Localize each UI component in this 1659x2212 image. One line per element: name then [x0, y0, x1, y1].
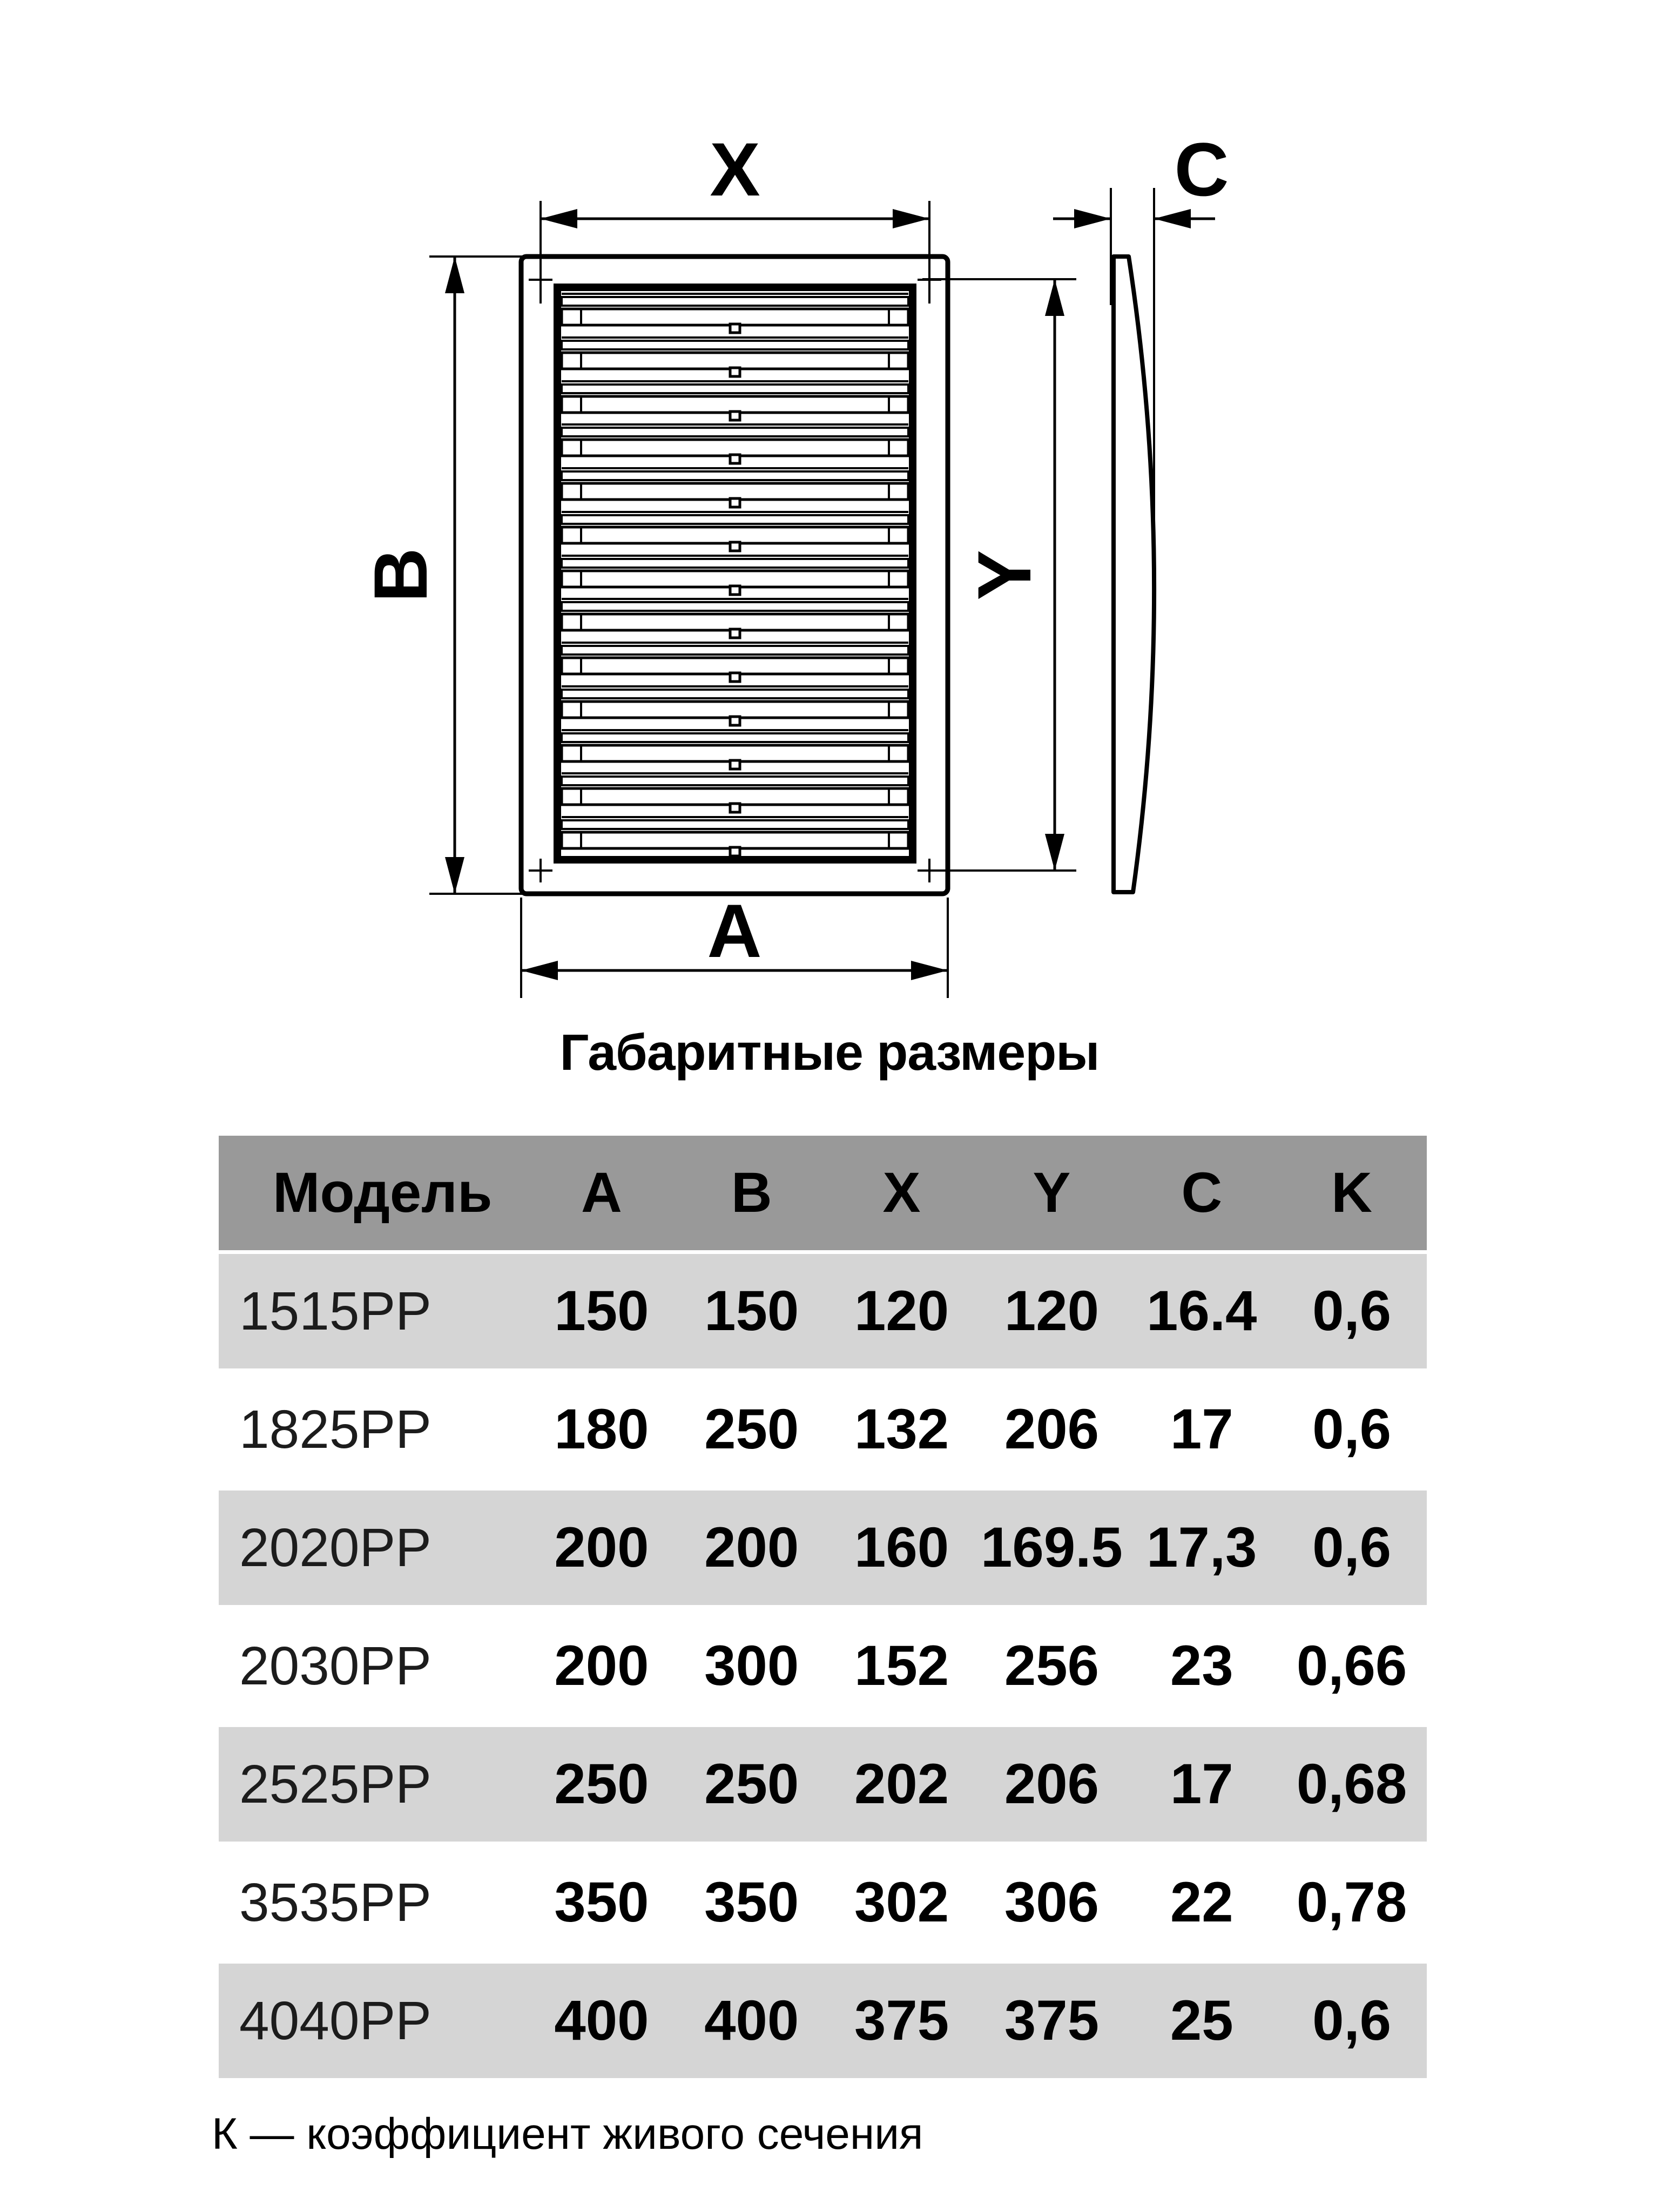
column-header-k: K	[1331, 1161, 1372, 1224]
value-cell: 22	[1170, 1871, 1233, 1934]
value-cell: 306	[1004, 1871, 1100, 1934]
value-cell: 250	[704, 1398, 799, 1461]
value-cell: 120	[1004, 1279, 1100, 1343]
value-cell: 250	[704, 1752, 799, 1816]
value-cell: 200	[554, 1634, 649, 1697]
model-cell: 2525РР	[239, 1754, 431, 1815]
dim-label-b: B	[358, 548, 443, 603]
value-cell: 17,3	[1147, 1516, 1257, 1579]
value-cell: 120	[854, 1279, 949, 1343]
louver-panel	[557, 287, 913, 860]
dimension-b	[358, 257, 523, 894]
value-cell: 16.4	[1147, 1279, 1257, 1343]
value-cell: 350	[704, 1871, 799, 1934]
value-cell: 302	[854, 1871, 949, 1934]
table-row	[219, 1254, 1427, 1368]
table-row	[219, 1845, 1427, 1960]
value-cell: 25	[1170, 1989, 1233, 2052]
value-cell: 200	[704, 1516, 799, 1579]
value-cell: 0,6	[1312, 1989, 1392, 2052]
value-cell: 160	[854, 1516, 949, 1579]
value-cell: 206	[1004, 1752, 1100, 1816]
value-cell: 23	[1170, 1634, 1233, 1697]
footnote: К — коэффициент живого сечения	[212, 2109, 923, 2159]
model-cell: 2030РР	[239, 1635, 431, 1696]
table-row	[219, 1372, 1427, 1487]
value-cell: 206	[1004, 1398, 1100, 1461]
value-cell: 0,6	[1312, 1279, 1392, 1343]
value-cell: 300	[704, 1634, 799, 1697]
side-profile	[1114, 257, 1154, 892]
dimensions-table	[219, 1136, 1427, 2082]
page-title: Габаритные размеры	[559, 1024, 1100, 1081]
dim-label-c: C	[1174, 127, 1229, 212]
table-row	[219, 1609, 1427, 1723]
value-cell: 132	[854, 1398, 949, 1461]
value-cell: 0,66	[1296, 1634, 1407, 1697]
table-header-row	[219, 1136, 1427, 1250]
model-cell: 4040РР	[239, 1990, 431, 2051]
column-header-x: X	[882, 1161, 921, 1224]
value-cell: 180	[554, 1398, 649, 1461]
value-cell: 0,6	[1312, 1398, 1392, 1461]
value-cell: 250	[554, 1752, 649, 1816]
value-cell: 0,6	[1312, 1516, 1392, 1579]
column-header-b: B	[731, 1161, 772, 1224]
value-cell: 152	[854, 1634, 949, 1697]
dim-label-y: Y	[962, 550, 1047, 601]
table-row	[219, 1491, 1427, 1605]
column-header-model: Модель	[273, 1161, 493, 1224]
value-cell: 400	[554, 1989, 649, 2052]
value-cell: 0,78	[1296, 1871, 1407, 1934]
value-cell: 150	[554, 1279, 649, 1343]
value-cell: 169.5	[981, 1516, 1123, 1579]
dim-label-x: X	[710, 127, 760, 212]
value-cell: 256	[1004, 1634, 1100, 1697]
value-cell: 17	[1170, 1752, 1233, 1816]
value-cell: 0,68	[1296, 1752, 1407, 1816]
column-header-a: A	[581, 1161, 622, 1224]
table-row	[219, 1727, 1427, 1842]
dim-label-a: A	[707, 888, 762, 973]
value-cell: 17	[1170, 1398, 1233, 1461]
value-cell: 150	[704, 1279, 799, 1343]
dimension-a	[521, 888, 948, 998]
model-cell: 1825РР	[239, 1399, 431, 1460]
value-cell: 350	[554, 1871, 649, 1934]
table-row	[219, 1964, 1427, 2078]
value-cell: 375	[854, 1989, 949, 2052]
column-header-y: Y	[1033, 1161, 1071, 1224]
column-header-c: C	[1181, 1161, 1223, 1224]
model-cell: 3535РР	[239, 1872, 431, 1933]
value-cell: 400	[704, 1989, 799, 2052]
dimension-drawing	[0, 0, 1659, 1026]
model-cell: 1515РР	[239, 1280, 431, 1341]
value-cell: 202	[854, 1752, 949, 1816]
value-cell: 375	[1004, 1989, 1100, 2052]
value-cell: 200	[554, 1516, 649, 1579]
model-cell: 2020РР	[239, 1517, 431, 1578]
